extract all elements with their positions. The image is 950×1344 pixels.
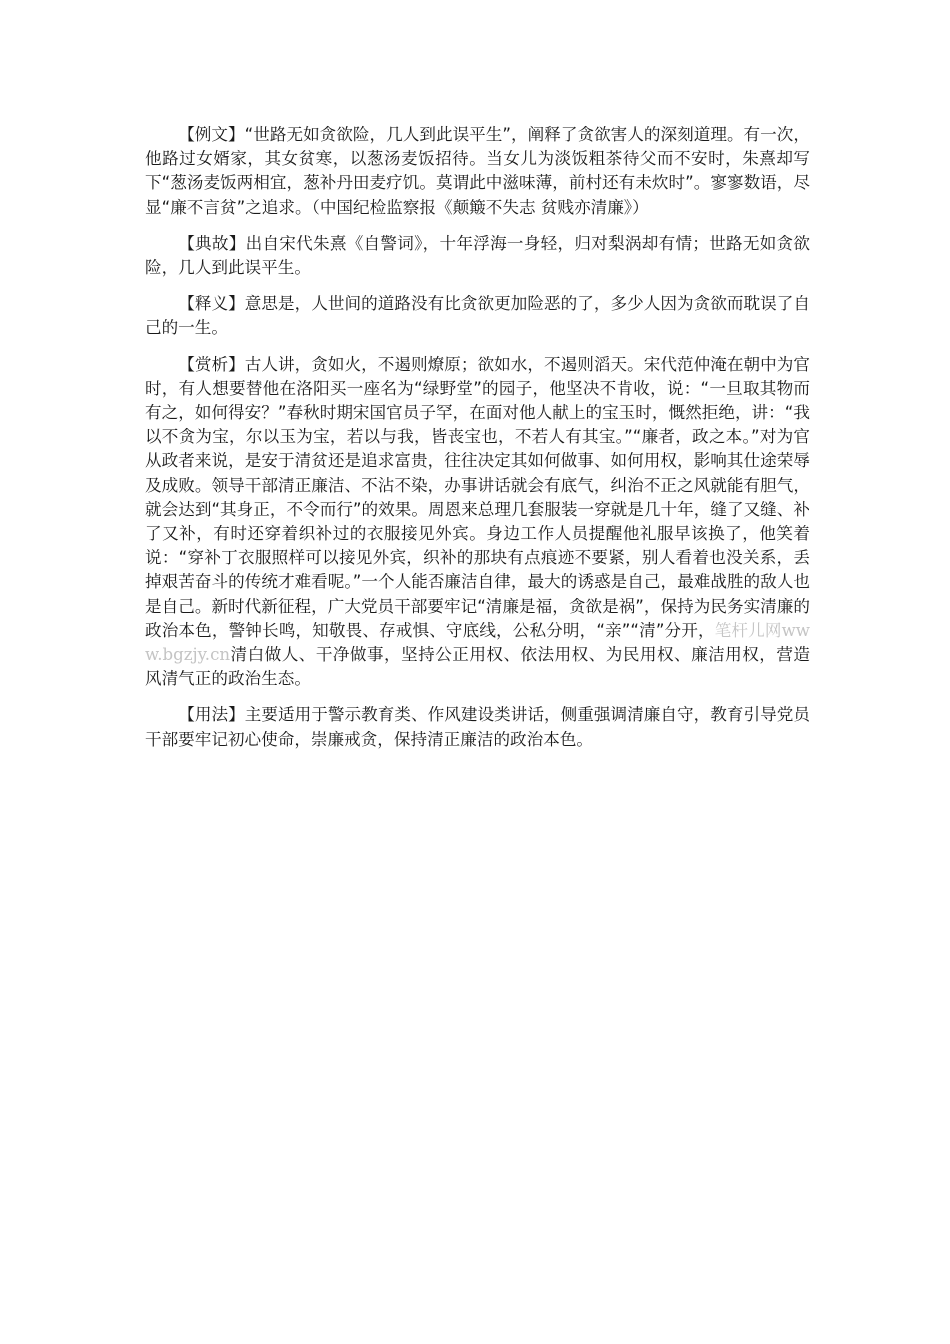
paragraph-analysis xyxy=(145,353,810,692)
watermark-link[interactable]: 笔杆儿网www.bgzjy.cn xyxy=(145,620,810,665)
paragraph-meaning: 【释义】意思是，人世间的道路没有比贪欲更加险恶的了，多少人因为贪欲而耽误了自己的一生。 xyxy=(145,294,810,338)
paragraph-example: 【例文】“世路无如贪欲险，几人到此误平生”，阐释了贪欲害人的深刻道理。有一次，他路过女婿家，其女贫寒，以葱汤麦饭招待。当女儿为淡饭粗茶待父而不安时，朱熹却写下“葱汤麦饭两相宜，葱补丹田麦疗饥。莫谓此中滋味薄，前村还有未炊时”。寥寥数语，尽显“廉不言贫”之追求。（中国纪检监察报《颠簸不失志 贫贱亦清廉》） xyxy=(145,125,810,217)
document-body xyxy=(145,123,810,764)
paragraph-source: 【典故】出自宋代朱熹《自警词》，十年浮海一身轻，归对梨涡却有情；世路无如贪欲险，几人到此误平生。 xyxy=(145,233,810,278)
analysis-text-before: 【赏析】古人讲，贪如火，不遏则燎原；欲如水，不遏则滔天。宋代范仲淹在朝中为官时，有人想要替他在洛阳买一座名为“绿野堂”的园子，他坚决不肯收，说：“一旦取其物而有之，如何得安？”春秋时期宋国官员子罕，在面对他人献上的宝玉时，慨然拒绝，讲：“我以不贪为宝，尔以玉为宝，若以与我，皆丧宝也，不若人有其宝。”“廉者，政之本。”对为官从政者来说，是安于清贫还是追求富贵，往往决定其如何做事、如何用权，影响其仕途荣辱及成败。领导干部清正廉洁、不沾不染，办事讲话就会有底气，纠治不正之风就能有胆气，就会达到“其身正，不令而行”的效果。周恩来总理几套服装一穿就是几十年，缝了又缝、补了又补，有时还穿着织补过的衣服接见外宾。身边工作人员提醒他礼服早该换了，他笑着说：“穿补丁衣服照样可以接见外宾，织补的那块有点痕迹不要紧，别人看着也没关系，丢掉艰苦奋斗的传统才难看呢。”一个人能否廉洁自律，最大的诱惑是自己，最难战胜的敌人也是自己。新时代新征程，广大党员干部要牢记“清廉是福，贪欲是祸”，保持为民务实清廉的政治本色，警钟长鸣，知敬畏、存戒惧、守底线，公私分明，“亲”“清”分开， xyxy=(145,354,810,640)
analysis-text-after: 清白做人、干净做事，坚持公正用权、依法用权、为民用权、廉洁用权，营造风清气正的政治生态。 xyxy=(145,645,810,689)
paragraph-usage: 【用法】主要适用于警示教育类、作风建设类讲话，侧重强调清廉自守，教育引导党员干部要牢记初心使命，崇廉戒贪，保持清正廉洁的政治本色。 xyxy=(145,705,810,749)
